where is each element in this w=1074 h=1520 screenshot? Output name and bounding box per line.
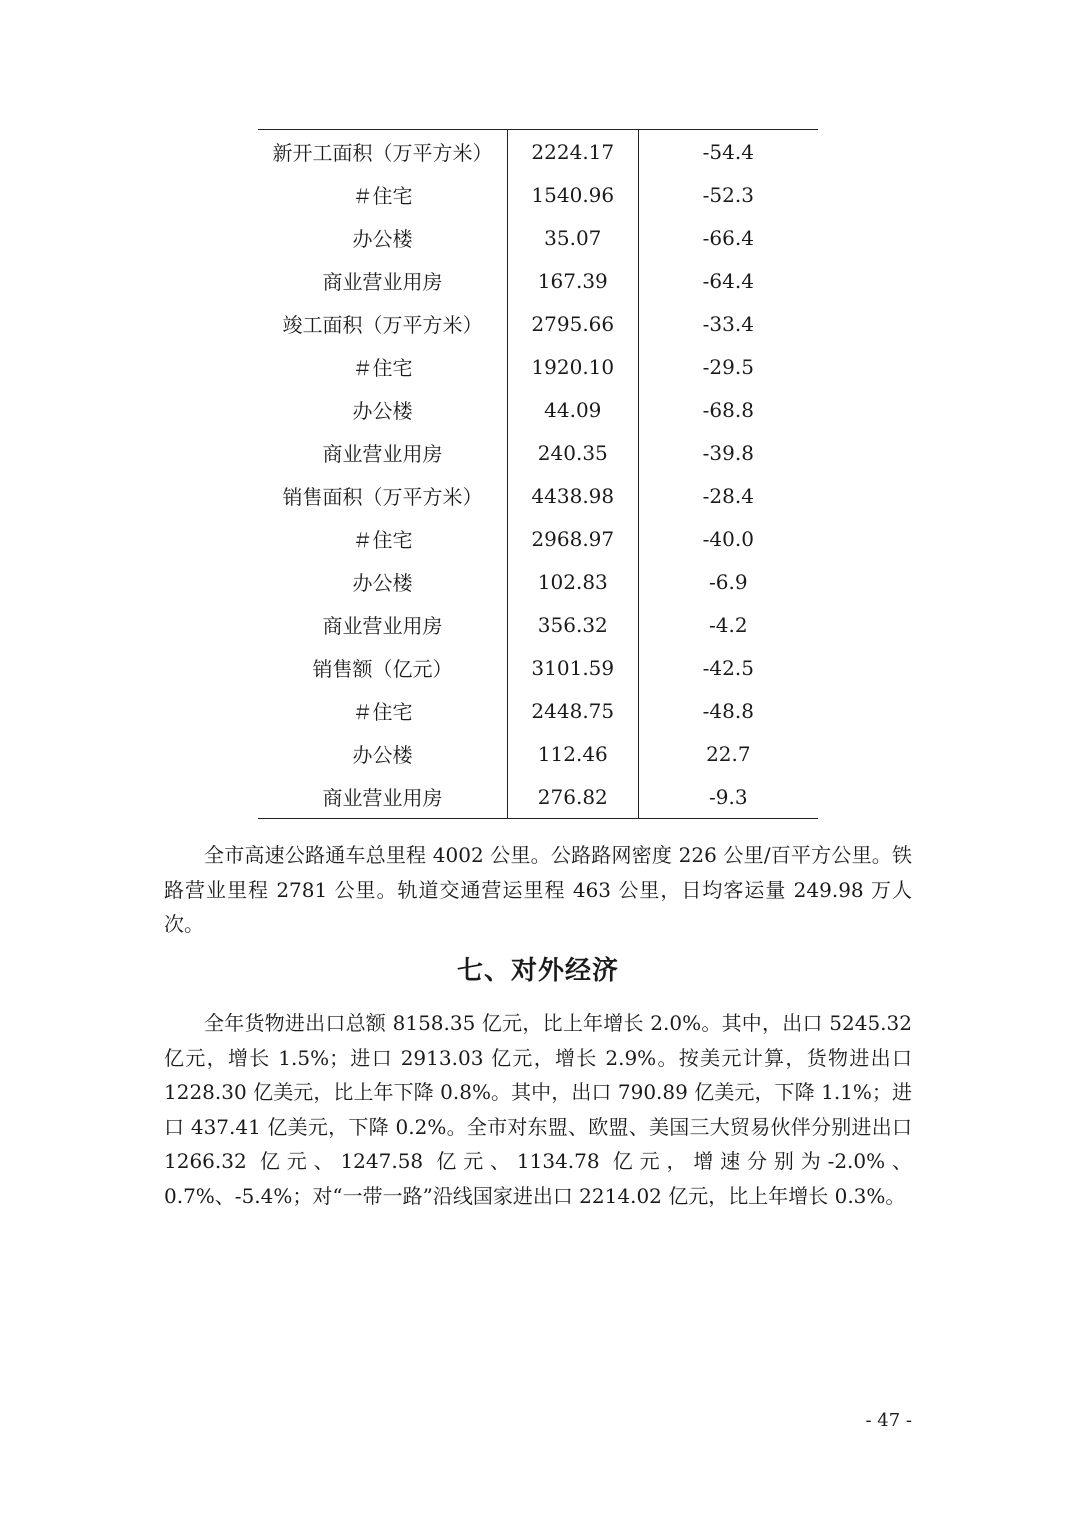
table-row (258, 517, 818, 560)
trade-paragraph: 全年货物进出口总额 8158.35 亿元，比上年增长 2.0%。其中，出口 5245.32 亿元，增长 1.5%；进口 2913.03 亿元，增长 2.9%。按美元计算，货物进出口 1228.30 亿美元，比上年下降 0.8%。其中，出口 790.89 亿美元，下降 1.1%；进口 437.41 亿美元，下降 0.2%。全市对东盟、欧盟、美国三大贸易伙伴分别进出口 1266.32 亿元、1247.58 亿元、1134.78 亿元，增速分别为-2.0%、0.7%、-5.4%；对“一带一路”沿线国家进出口 2214.02 亿元，比上年增长 0.3%。 (164, 1011, 912, 1208)
table-row (258, 259, 818, 302)
section-heading: 七、对外经济 (456, 956, 619, 986)
row-label: 商业营业用房 (322, 786, 443, 810)
row-change: -54.4 (638, 130, 818, 174)
table-row (258, 689, 818, 732)
row-change: -28.4 (638, 474, 818, 517)
row-value: 2224.17 (507, 130, 638, 174)
transport-paragraph: 全市高速公路通车总里程 4002 公里。公路路网密度 226 公里/百平方公里。铁路营业里程 2781 公里。轨道交通营运里程 463 公里，日均客运量 249.98 万人次。 (164, 843, 912, 936)
row-label: 竣工面积（万平方米） (282, 313, 483, 337)
table-row (258, 603, 818, 646)
row-value: 240.35 (507, 431, 638, 474)
table-row (258, 173, 818, 216)
row-change: -39.8 (638, 431, 818, 474)
row-value: 2448.75 (507, 689, 638, 732)
row-change: -33.4 (638, 302, 818, 345)
row-label: 办公楼 (352, 227, 413, 251)
row-value: 112.46 (507, 732, 638, 775)
table-row (258, 732, 818, 775)
row-label: 销售面积（万平方米） (282, 485, 483, 509)
row-change: -42.5 (638, 646, 818, 689)
row-value: 1540.96 (507, 173, 638, 216)
table-row (258, 302, 818, 345)
table-row (258, 130, 818, 174)
row-label: 新开工面积（万平方米） (272, 141, 493, 165)
row-label: 商业营业用房 (322, 614, 443, 638)
table-row (258, 431, 818, 474)
row-change: -64.4 (638, 259, 818, 302)
row-label: 办公楼 (352, 571, 413, 595)
row-value: 3101.59 (507, 646, 638, 689)
row-value: 276.82 (507, 775, 638, 819)
row-change: -68.8 (638, 388, 818, 431)
table-body (258, 130, 818, 819)
row-label: ＃住宅 (352, 528, 413, 552)
row-change: 22.7 (638, 732, 818, 775)
real-estate-table (258, 129, 818, 819)
table-row (258, 474, 818, 517)
row-value: 356.32 (507, 603, 638, 646)
row-change: -6.9 (638, 560, 818, 603)
row-change: -66.4 (638, 216, 818, 259)
table-row (258, 388, 818, 431)
row-change: -29.5 (638, 345, 818, 388)
row-label: 办公楼 (352, 743, 413, 767)
table-row (258, 345, 818, 388)
row-change: -52.3 (638, 173, 818, 216)
row-change: -48.8 (638, 689, 818, 732)
table-row (258, 216, 818, 259)
row-value: 167.39 (507, 259, 638, 302)
row-value: 102.83 (507, 560, 638, 603)
table-row (258, 646, 818, 689)
row-value: 4438.98 (507, 474, 638, 517)
row-value: 44.09 (507, 388, 638, 431)
row-label: ＃住宅 (352, 700, 413, 724)
row-label: 办公楼 (352, 399, 413, 423)
row-value: 1920.10 (507, 345, 638, 388)
row-value: 2968.97 (507, 517, 638, 560)
row-change: -4.2 (638, 603, 818, 646)
row-label: 商业营业用房 (322, 442, 443, 466)
row-label: ＃住宅 (352, 356, 413, 380)
row-change: -9.3 (638, 775, 818, 819)
row-change: -40.0 (638, 517, 818, 560)
page-number: - 47 - (865, 1410, 912, 1431)
row-value: 35.07 (507, 216, 638, 259)
row-label: 销售额（亿元） (312, 657, 453, 681)
table-row (258, 560, 818, 603)
table-row (258, 775, 818, 819)
row-label: ＃住宅 (352, 184, 413, 208)
row-value: 2795.66 (507, 302, 638, 345)
row-label: 商业营业用房 (322, 270, 443, 294)
